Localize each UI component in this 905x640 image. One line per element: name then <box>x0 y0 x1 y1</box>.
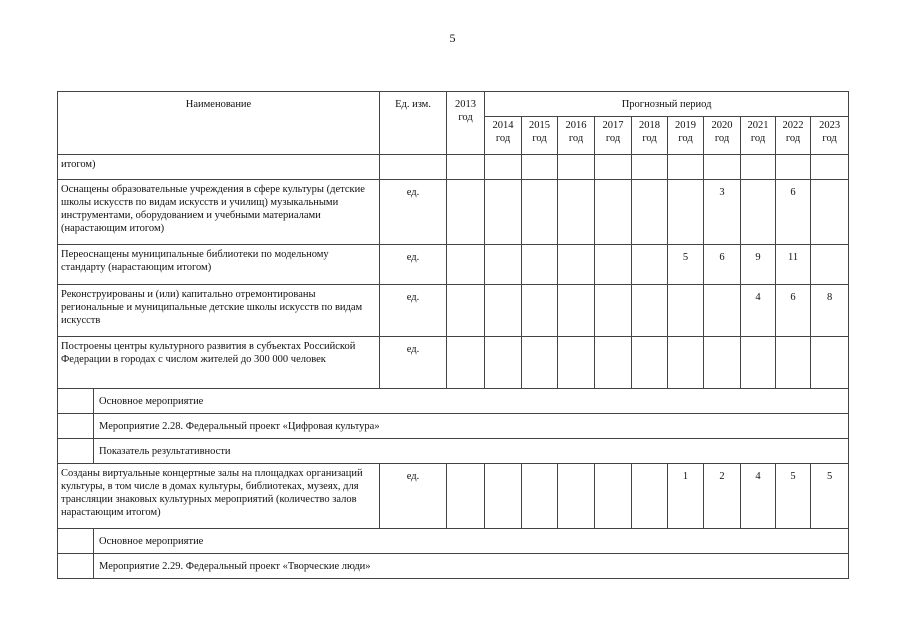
year-word: год <box>605 133 621 144</box>
value-cell: 6 <box>704 245 741 285</box>
value-cell <box>668 155 704 180</box>
value-cell <box>704 285 741 337</box>
indicator-name: Построены центры культурного развития в субъектах Российской Федерации в городах с числом жителей до 300 000 человек <box>58 337 380 389</box>
year-number: 2016 <box>565 120 587 131</box>
indicator-name: Реконструированы и (или) капитально отремонтированы региональные и муниципальные детские школы искусств по видам искусств <box>58 285 380 337</box>
indicator-unit: ед. <box>380 180 447 245</box>
table-row <box>58 285 849 337</box>
section-row <box>58 554 849 579</box>
value-cell <box>522 337 558 389</box>
table-row <box>58 155 849 180</box>
indicator-heading: Показатель результативности <box>94 439 849 464</box>
indicators-table <box>57 91 849 579</box>
indicator-unit: ед. <box>380 337 447 389</box>
value-cell <box>668 180 704 245</box>
value-cell <box>811 245 849 285</box>
value-cell <box>485 155 522 180</box>
year-number: 2019 <box>675 120 697 131</box>
year-header <box>485 117 522 155</box>
value-cell <box>595 155 632 180</box>
section-row <box>58 529 849 554</box>
value-cell <box>595 285 632 337</box>
value-cell <box>632 285 668 337</box>
value-cell: 3 <box>704 180 741 245</box>
value-cell <box>595 464 632 529</box>
value-cell: 6 <box>776 285 811 337</box>
header-base-year: 2013 год <box>447 92 485 155</box>
year-header <box>595 117 632 155</box>
value-cell <box>558 285 595 337</box>
value-cell <box>741 155 776 180</box>
event-title: Мероприятие 2.29. Федеральный проект «Творческие люди» <box>94 554 849 579</box>
indicator-name: Переоснащены муниципальные библиотеки по модельному стандарту (нарастающим итогом) <box>58 245 380 285</box>
value-cell: 5 <box>811 464 849 529</box>
section-row <box>58 389 849 414</box>
year-word: год <box>822 133 837 144</box>
year-number: 2014 <box>492 120 514 131</box>
year-header <box>811 117 849 155</box>
indicator-name: итогом) <box>58 155 380 180</box>
section-row <box>58 414 849 439</box>
value-cell <box>558 337 595 389</box>
year-word: год <box>785 133 801 144</box>
header-forecast-period: Прогнозный период <box>485 92 849 117</box>
indicator-name: Оснащены образовательные учреждения в сфере культуры (детские школы искусств по видам искусств и училищ) музыкальными инструментами, оборудованием и учебными материалами (нарастающим итогом) <box>58 180 380 245</box>
header-unit: Ед. изм. <box>380 92 447 155</box>
main-event-label: Основное мероприятие <box>94 389 849 414</box>
value-cell: 4 <box>741 285 776 337</box>
table-row <box>58 180 849 245</box>
year-number: 2017 <box>602 120 624 131</box>
value-cell <box>558 464 595 529</box>
value-cell: 5 <box>668 245 704 285</box>
value-cell: 9 <box>741 245 776 285</box>
year-header <box>704 117 741 155</box>
section-row <box>58 439 849 464</box>
value-cell <box>595 245 632 285</box>
year-word: год <box>714 133 730 144</box>
indent-cell <box>58 439 94 464</box>
header-row <box>58 92 849 117</box>
year-word: год <box>678 133 693 144</box>
value-cell <box>522 285 558 337</box>
value-cell <box>632 245 668 285</box>
indicator-unit <box>380 155 447 180</box>
year-word: год <box>642 133 657 144</box>
value-cell <box>632 155 668 180</box>
value-cell <box>811 337 849 389</box>
indicator-unit: ед. <box>380 245 447 285</box>
year-number: 2021 <box>747 120 769 131</box>
value-cell <box>776 337 811 389</box>
year-word: год <box>532 133 547 144</box>
value-cell <box>485 337 522 389</box>
value-cell <box>522 155 558 180</box>
year-header <box>741 117 776 155</box>
year-number: 2022 <box>782 120 804 131</box>
year-number: 2018 <box>639 120 661 131</box>
value-cell: 5 <box>776 464 811 529</box>
table-row <box>58 337 849 389</box>
value-cell <box>632 464 668 529</box>
value-cell: 1 <box>668 464 704 529</box>
value-cell <box>558 180 595 245</box>
year-word: год <box>495 133 511 144</box>
value-cell <box>741 337 776 389</box>
value-cell <box>485 464 522 529</box>
year-number: 2023 <box>819 120 841 131</box>
value-cell <box>668 337 704 389</box>
value-cell <box>447 245 485 285</box>
indicator-unit: ед. <box>380 464 447 529</box>
indicator-name: Созданы виртуальные концертные залы на площадках организаций культуры, в том числе в домах культуры, библиотеках, музеях, для трансляции знаковых культурных мероприятий (количество залов нарастающим итогом) <box>58 464 380 529</box>
value-cell <box>632 337 668 389</box>
value-cell <box>447 337 485 389</box>
value-cell <box>776 155 811 180</box>
value-cell <box>558 245 595 285</box>
year-header <box>558 117 595 155</box>
value-cell <box>595 337 632 389</box>
value-cell <box>704 337 741 389</box>
value-cell: 2 <box>704 464 741 529</box>
value-cell <box>447 464 485 529</box>
value-cell <box>811 155 849 180</box>
value-cell: 8 <box>811 285 849 337</box>
value-cell <box>522 180 558 245</box>
value-cell <box>704 155 741 180</box>
year-number: 2015 <box>529 120 551 131</box>
value-cell <box>668 285 704 337</box>
main-event-label: Основное мероприятие <box>94 529 849 554</box>
indent-cell <box>58 414 94 439</box>
value-cell <box>485 180 522 245</box>
value-cell <box>595 180 632 245</box>
indent-cell <box>58 554 94 579</box>
value-cell <box>558 155 595 180</box>
page-number: 5 <box>449 31 456 45</box>
year-header <box>776 117 811 155</box>
value-cell <box>811 180 849 245</box>
value-cell <box>485 245 522 285</box>
year-header <box>632 117 668 155</box>
indicator-unit: ед. <box>380 285 447 337</box>
value-cell <box>485 285 522 337</box>
year-word: год <box>568 133 584 144</box>
value-cell <box>447 155 485 180</box>
value-cell <box>522 245 558 285</box>
indent-cell <box>58 529 94 554</box>
value-cell: 6 <box>776 180 811 245</box>
indent-cell <box>58 389 94 414</box>
table-row <box>58 245 849 285</box>
header-name: Наименование <box>58 92 380 155</box>
value-cell: 4 <box>741 464 776 529</box>
value-cell <box>632 180 668 245</box>
value-cell <box>447 180 485 245</box>
year-header <box>522 117 558 155</box>
value-cell <box>741 180 776 245</box>
year-word: год <box>750 133 766 144</box>
year-number: 2020 <box>711 120 733 131</box>
table-row <box>58 464 849 529</box>
value-cell <box>522 464 558 529</box>
value-cell <box>447 285 485 337</box>
year-header <box>668 117 704 155</box>
value-cell: 11 <box>776 245 811 285</box>
event-title: Мероприятие 2.28. Федеральный проект «Цифровая культура» <box>94 414 849 439</box>
